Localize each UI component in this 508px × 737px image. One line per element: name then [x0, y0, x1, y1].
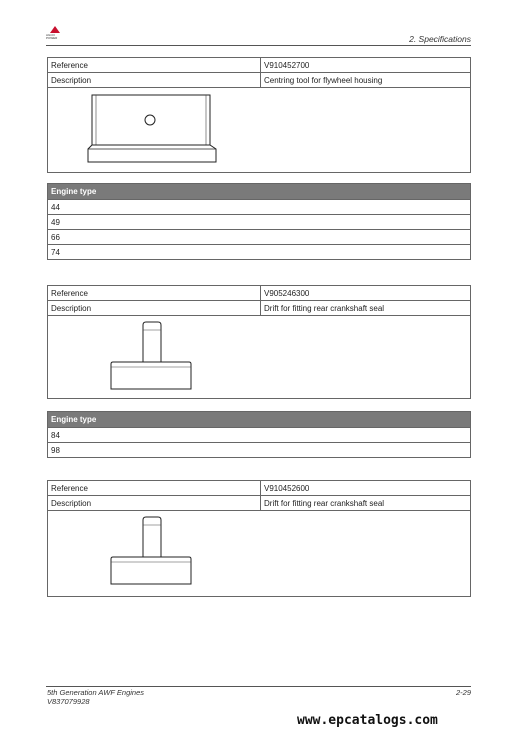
engine-type-row: 98 — [48, 443, 471, 458]
description-label: Description — [48, 496, 261, 511]
reference-row — [48, 481, 471, 496]
tool-2-reference-table — [47, 285, 471, 399]
reference-row — [48, 58, 471, 73]
description-value: Centring tool for flywheel housing — [261, 73, 471, 88]
tool-2-drawing-cell — [48, 316, 471, 399]
tool-3-reference-table — [47, 480, 471, 597]
section-title: 2. Specifications — [409, 34, 471, 44]
engine-type-header: Engine type — [48, 184, 471, 200]
description-label: Description — [48, 73, 261, 88]
reference-value: V905246300 — [261, 286, 471, 301]
description-row — [48, 73, 471, 88]
reference-label: Reference — [48, 481, 261, 496]
drift-tool-drawing — [48, 511, 470, 596]
logo-text: AGCO POWER — [46, 33, 58, 40]
engine-type-row: 44 — [48, 200, 471, 215]
footer-doc-title: 5th Generation AWF Engines — [47, 688, 145, 697]
header-divider — [46, 45, 471, 46]
reference-value: V910452700 — [261, 58, 471, 73]
footer-doc-info — [47, 688, 144, 706]
engine-type-row: 74 — [48, 245, 471, 260]
engine-type-row: 66 — [48, 230, 471, 245]
footer-doc-code: V837079928 — [47, 697, 90, 706]
description-value: Drift for fitting rear crankshaft seal — [261, 496, 471, 511]
reference-value: V910452600 — [261, 481, 471, 496]
description-row — [48, 301, 471, 316]
tool-3-drawing-cell — [48, 511, 471, 597]
reference-label: Reference — [48, 58, 261, 73]
engine-type-row: 84 — [48, 428, 471, 443]
reference-row — [48, 286, 471, 301]
tool-1-reference-table — [47, 57, 471, 173]
description-label: Description — [48, 301, 261, 316]
drift-tool-drawing — [48, 316, 470, 398]
watermark-link[interactable]: www.epcatalogs.com — [297, 713, 438, 728]
logo-triangle-icon — [50, 26, 60, 33]
engine-type-header: Engine type — [48, 412, 471, 428]
engine-type-row: 49 — [48, 215, 471, 230]
description-row — [48, 496, 471, 511]
tool-1-drawing-cell — [48, 88, 471, 173]
centring-tool-drawing — [48, 88, 470, 172]
reference-label: Reference — [48, 286, 261, 301]
footer-divider — [46, 686, 471, 687]
description-value: Drift for fitting rear crankshaft seal — [261, 301, 471, 316]
tool-2-engine-type-table — [47, 411, 471, 458]
agco-logo — [46, 26, 64, 44]
page-number: 2-29 — [455, 688, 471, 697]
tool-1-engine-type-table — [47, 183, 471, 260]
